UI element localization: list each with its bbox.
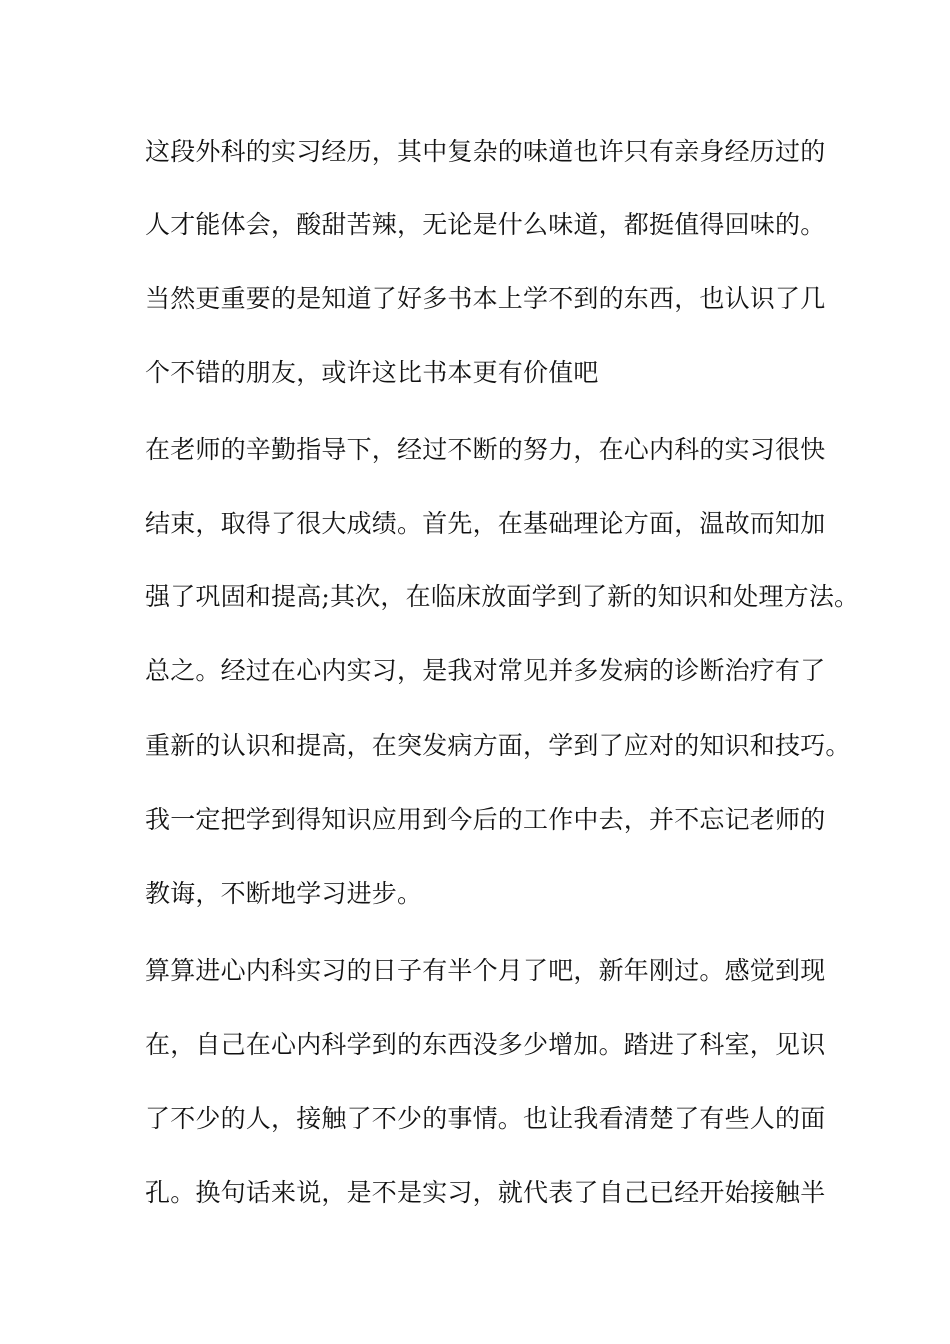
paragraph-1-line-1: 这段外科的实习经历，其中复杂的味道也许只有亲身经历过的 xyxy=(145,137,826,166)
paragraph-1-line-3: 当然更重要的是知道了好多书本上学不到的东西，也认识了几 xyxy=(145,284,826,313)
paragraph-3-line-2: 在，自己在心内科学到的东西没多少增加。踏进了科室，见识 xyxy=(145,1030,826,1059)
paragraph-2-line-7: 教诲，不断地学习进步。 xyxy=(145,879,423,908)
paragraph-1-line-2: 人才能体会，酸甜苦辣，无论是什么味道，都挺值得回味的。 xyxy=(145,210,826,239)
paragraph-2-line-4: 总之。经过在心内实习，是我对常见并多发病的诊断治疗有了 xyxy=(145,656,826,685)
paragraph-2-line-6: 我一定把学到得知识应用到今后的工作中去，并不忘记老师的 xyxy=(145,805,826,834)
paragraph-1-line-4: 个不错的朋友，或许这比书本更有价值吧 xyxy=(145,358,599,387)
paragraph-3-line-1: 算算进心内科实习的日子有半个月了吧，新年刚过。感觉到现 xyxy=(145,956,826,985)
paragraph-3-line-3: 了不少的人，接触了不少的事情。也让我看清楚了有些人的面 xyxy=(145,1104,826,1133)
paragraph-2-line-3: 强了巩固和提高;其次，在临床放面学到了新的知识和处理方法。 xyxy=(145,582,860,611)
paragraph-2-line-1: 在老师的辛勤指导下，经过不断的努力，在心内科的实习很快 xyxy=(145,435,826,464)
paragraph-2-line-5: 重新的认识和提高，在突发病方面，学到了应对的知识和技巧。 xyxy=(145,731,851,760)
paragraph-2-line-2: 结束，取得了很大成绩。首先，在基础理论方面，温故而知加 xyxy=(145,509,826,538)
paragraph-3-line-4: 孔。换句话来说，是不是实习，就代表了自己已经开始接触半 xyxy=(145,1178,826,1207)
